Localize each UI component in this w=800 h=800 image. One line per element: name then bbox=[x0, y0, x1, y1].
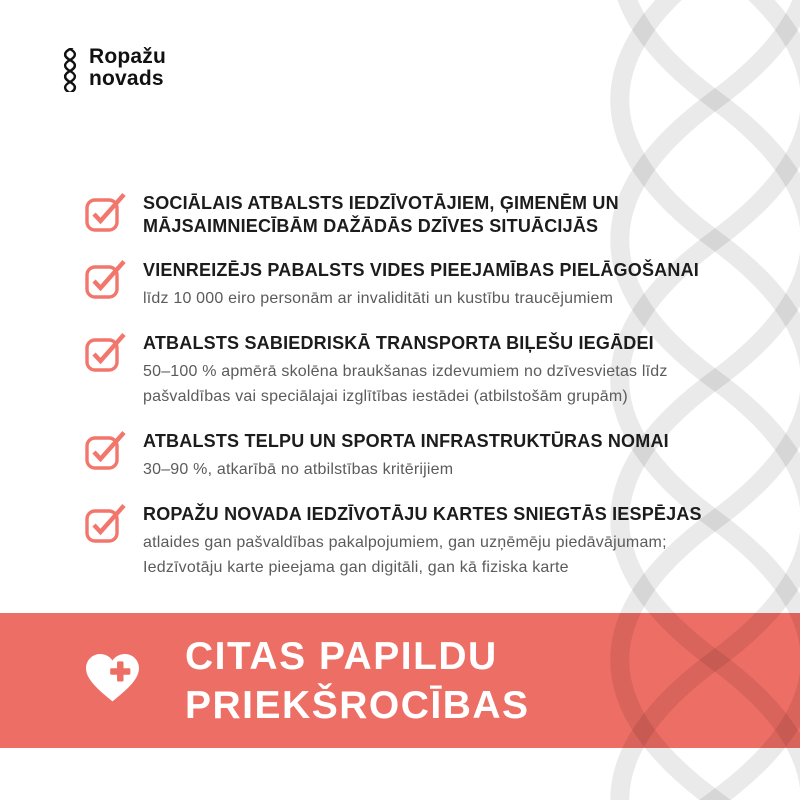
benefit-title: SOCIĀLAIS ATBALSTS IEDZĪVOTĀJIEM, ĢIMENĒM UN MĀJSAIMNIECĪBĀM DAŽĀDĀS DZĪVES SITUĀCIJĀS bbox=[143, 193, 619, 236]
braid-icon bbox=[61, 48, 79, 97]
list-item bbox=[84, 430, 732, 482]
checkbox-check-icon bbox=[84, 259, 128, 299]
benefit-text bbox=[143, 192, 732, 238]
checkbox-check-icon bbox=[84, 503, 128, 543]
benefit-title: ROPAŽU NOVADA IEDZĪVOTĀJU KARTES SNIEGTĀS IESPĒJAS bbox=[143, 504, 702, 524]
benefit-description: līdz 10 000 eiro personām ar invaliditāti un kustību traucējumiem bbox=[143, 290, 614, 307]
list-item bbox=[84, 259, 732, 311]
benefits-list bbox=[84, 192, 732, 601]
benefit-title: ATBALSTS SABIEDRISKĀ TRANSPORTA BIĻEŠU IEGĀDEI bbox=[143, 333, 654, 353]
benefit-description: atlaides gan pašvaldības pakalpojumiem, gan uzņēmēju piedāvājumam; Iedzīvotāju karte pieejama gan digitāli, gan kā fiziska karte bbox=[143, 534, 667, 576]
logo-text bbox=[89, 46, 166, 90]
checkbox-check-icon bbox=[84, 430, 128, 470]
heart-cross-icon bbox=[86, 654, 139, 707]
list-item bbox=[84, 332, 732, 409]
benefit-description: 30–90 %, atkarībā no atbilstības kritērijiem bbox=[143, 461, 454, 478]
banner bbox=[0, 613, 800, 748]
logo-line2: novads bbox=[89, 67, 164, 90]
benefit-description: 50–100 % apmērā skolēna braukšanas izdevumiem no dzīvesvietas līdz pašvaldības vai speciālajai izglītības iestādei (atbilstošām grupām) bbox=[143, 363, 668, 405]
checkbox-check-icon bbox=[84, 332, 128, 372]
list-item bbox=[84, 192, 732, 238]
benefit-text bbox=[143, 503, 732, 580]
logo bbox=[61, 46, 166, 97]
list-item bbox=[84, 503, 732, 580]
benefit-title: VIENREIZĒJS PABALSTS VIDES PIEEJAMĪBAS PIELĀGOŠANAI bbox=[143, 260, 699, 280]
benefit-text bbox=[143, 259, 732, 311]
banner-title: CITAS PAPILDU PRIEKŠROCĪBAS bbox=[185, 634, 530, 727]
checkbox-check-icon bbox=[84, 192, 128, 232]
benefit-title: ATBALSTS TELPU UN SPORTA INFRASTRUKTŪRAS NOMAI bbox=[143, 431, 669, 451]
logo-line1: Ropažu bbox=[89, 45, 167, 68]
benefit-text bbox=[143, 430, 732, 482]
benefit-text bbox=[143, 332, 732, 409]
